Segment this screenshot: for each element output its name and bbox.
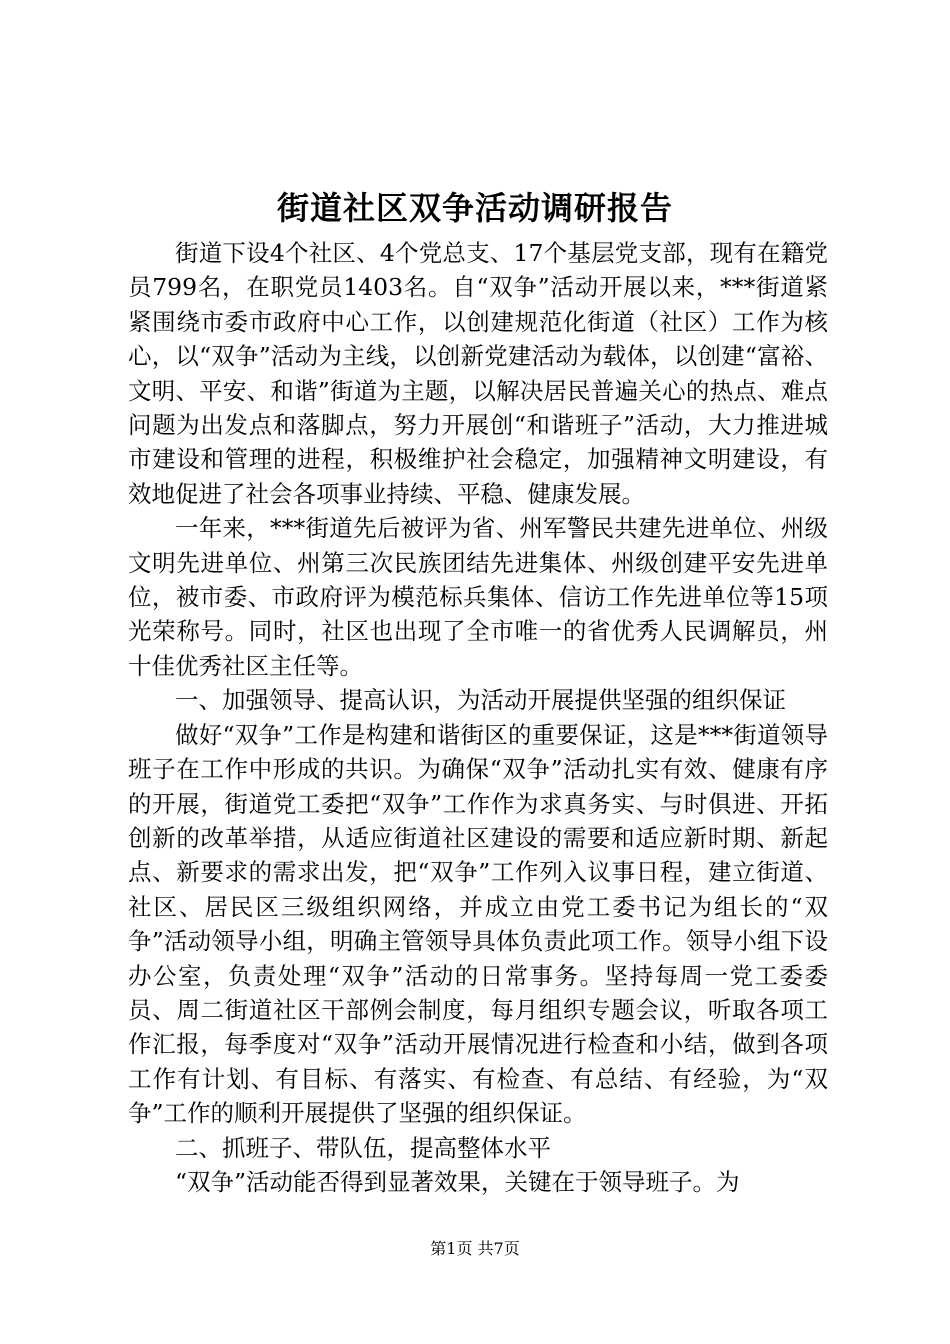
page-footer: 第1页 共7页	[430, 1239, 520, 1258]
paragraph-intro: 街道下设4个社区、4个党总支、17个基层党支部，现有在籍党员799名，在职党员1403名。自“双争”活动开展以来，***街道紧紧围绕市委市政府中心工作，以创建规范化街道（社区）工作为核心，以“双争”活动为主线，以创新党建活动为载体，以创建“富裕、文明、平安、和谐”街道为主题，以解决居民普遍关心的热点、难点问题为出发点和落脚点，努力开展创“和谐班子”活动，大力推进城市建设和管理的进程，积极维护社会稳定，加强精神文明建设，有效地促进了社会各项事业持续、平稳、健康发展。	[128, 239, 828, 508]
document-title: 街道社区双争活动调研报告	[276, 189, 673, 227]
document-body	[128, 236, 828, 1199]
section-heading-2: 二、抓班子、带队伍，提高整体水平	[175, 1133, 551, 1162]
paragraph-section-1: 做好“双争”工作是构建和谐街区的重要保证，这是***街道领导班子在工作中形成的共识。为确保“双争”活动扎实有效、健康有序的开展，街道党工委把“双争”工作作为求真务实、与时俱进、开拓创新的改革举措，从适应街道社区建设的需要和适应新时期、新起点、新要求的需求出发，把“双争”工作列入议事日程，建立街道、社区、居民区三级组织网络，并成立由党工委书记为组长的“双争”活动领导小组，明确主管领导具体负责此项工作。领导小组下设办公室，负责处理“双争”活动的日常事务。坚持每周一党工委委员、周二街道社区干部例会制度，每月组织专题会议，听取各项工作汇报，每季度对“双争”活动开展情况进行检查和小结，做到各项工作有计划、有目标、有落实、有检查、有总结、有经验，为“双争”工作的顺利开展提供了坚强的组织保证。	[128, 720, 828, 1128]
paragraph-section-2: “双争”活动能否得到显著效果，关键在于领导班子。为	[175, 1167, 740, 1196]
section-heading-1: 一、加强领导、提高认识，为活动开展提供坚强的组织保证	[175, 686, 786, 715]
paragraph-honors: 一年来，***街道先后被评为省、州军警民共建先进单位、州级文明先进单位、州第三次民族团结先进集体、州级创建平安先进单位，被市委、市政府评为模范标兵集体、信访工作先进单位等15项光荣称号。同时，社区也出现了全市唯一的省优秀人民调解员，州十佳优秀社区主任等。	[128, 514, 828, 680]
